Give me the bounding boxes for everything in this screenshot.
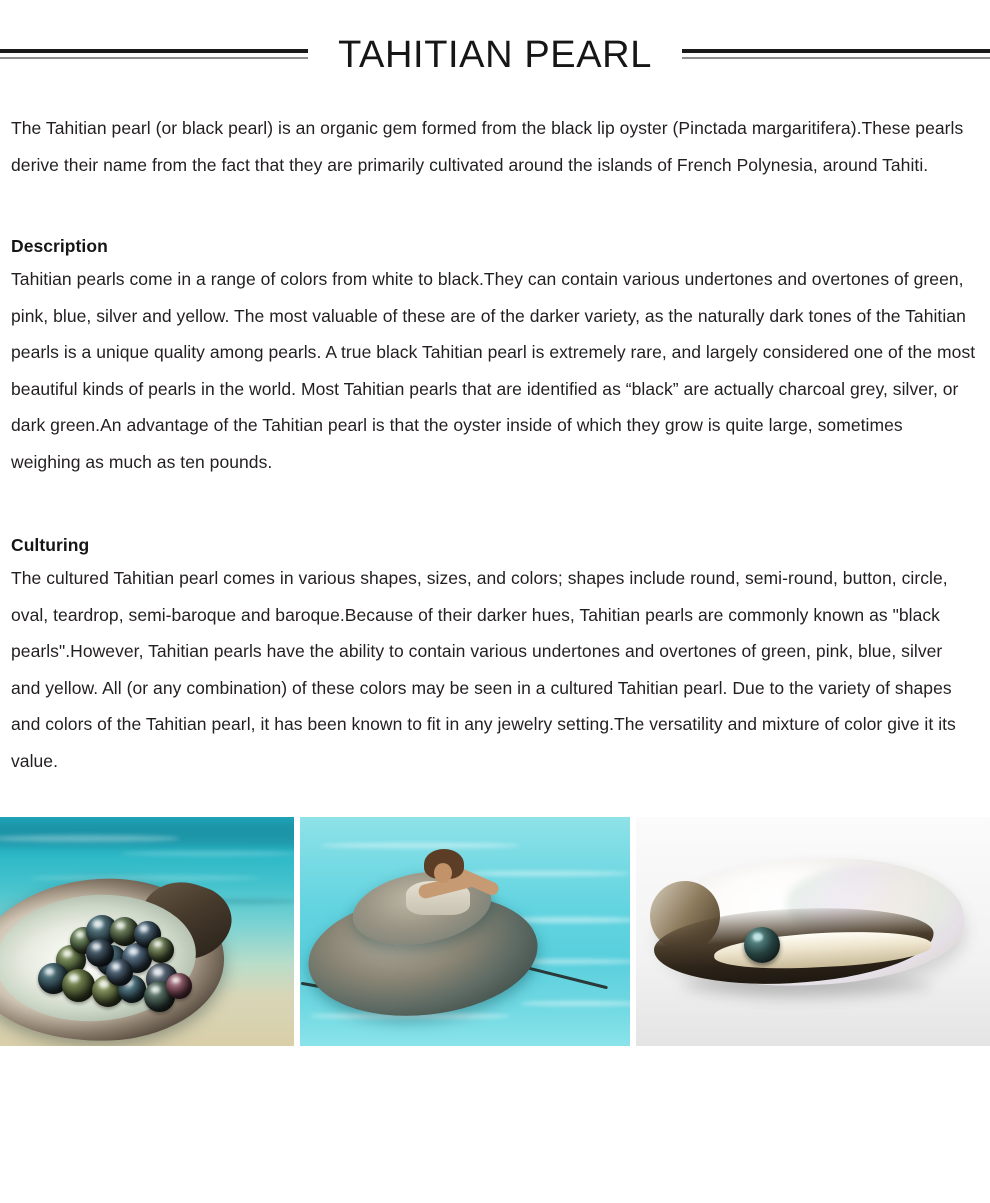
header-rule-right	[682, 49, 990, 61]
article-content	[0, 110, 990, 779]
section-heading-culturing: Culturing	[11, 535, 90, 555]
header-rule-left-thin	[0, 57, 308, 59]
pearl	[106, 959, 133, 986]
header-rule-left	[0, 49, 308, 61]
person-face	[434, 863, 452, 883]
page-title: TAHITIAN PEARL	[338, 34, 652, 76]
section-heading-description: Description	[11, 236, 108, 256]
water-dark-band	[0, 821, 294, 847]
stingrays-lagoon-photo	[300, 817, 630, 1046]
header-rule-right-thin	[682, 57, 990, 59]
water-ripple	[520, 1001, 630, 1006]
pearl	[62, 969, 95, 1002]
intro-paragraph: The Tahitian pearl (or black pearl) is an organic gem formed from the black lip oyster (Pinctada margaritifera).These pearls derive their name from the fact that they are primarily cultivated around the islands of French Polynesia, around Tahiti.	[11, 118, 964, 175]
water-streak	[120, 851, 294, 856]
spacer-after-intro	[11, 183, 976, 231]
pearl	[166, 973, 192, 999]
water-ripple	[460, 871, 630, 876]
page-header	[0, 0, 990, 110]
water-streak	[30, 875, 260, 881]
spacer-after-description	[11, 480, 976, 530]
section-body-culturing: The cultured Tahitian pearl comes in various shapes, sizes, and colors; shapes include round, semi-round, button, circle, oval, teardrop, semi-baroque and baroque.Because of their darker hues, Tahitian pearls are commonly known as "black pearls".However, Tahitian pearls have the ability to contain various undertones and overtones of green, pink, blue, silver and yellow. All (or any combination) of these colors may be seen in a cultured Tahitian pearl. Due to the variety of shapes and colors of the Tahitian pearl, it has been known to fit in any jewelry setting.The versatility and mixture of color give it its value.	[11, 568, 956, 771]
photo-gallery	[0, 817, 990, 1046]
pearl	[148, 937, 174, 963]
pearls-in-oyster-shell-photo	[0, 817, 294, 1046]
header-rule-right-thick	[682, 49, 990, 53]
water-streak	[0, 835, 180, 842]
spacer-before-gallery	[0, 779, 990, 817]
header-rule-left-thick	[0, 49, 308, 53]
water-ripple	[320, 843, 520, 848]
single-pearl-in-shell-photo	[636, 817, 990, 1046]
section-body-description: Tahitian pearls come in a range of colors from white to black.They can contain various undertones and overtones of green, pink, blue, silver and yellow. The most valuable of these are of the darker variety, as the naturally dark tones of the Tahitian pearls is a unique quality among pearls. A true black Tahitian pearl is extremely rare, and largely considered one of the most beautiful kinds of pearls in the world. Most Tahitian pearls that are identified as “black” are actually charcoal grey, silver, or dark green.An advantage of the Tahitian pearl is that the oyster inside of which they grow is quite large, sometimes weighing as much as ten pounds.	[11, 269, 976, 472]
tahitian-pearl	[744, 927, 780, 963]
